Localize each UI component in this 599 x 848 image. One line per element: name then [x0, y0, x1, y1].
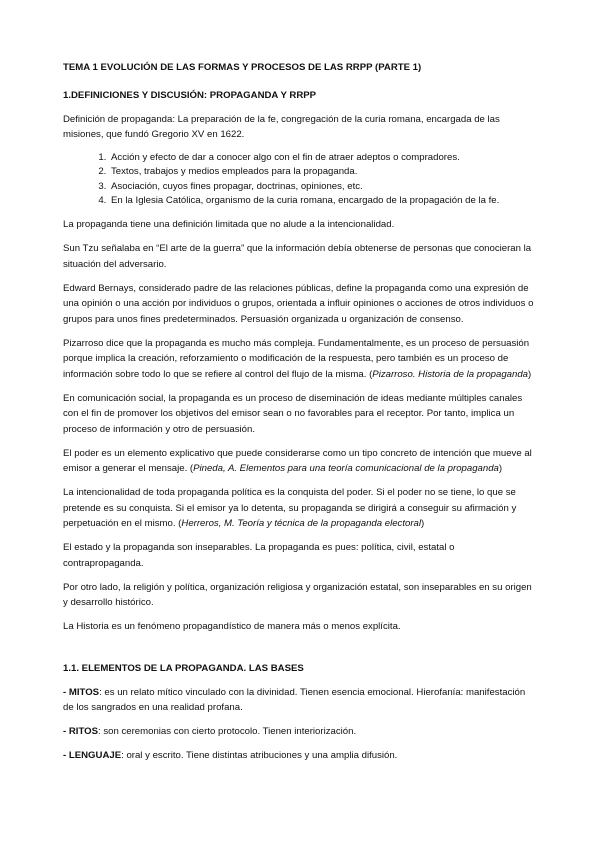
definition-paragraph: Definición de propaganda: La preparación de la fe, congregación de la curia romana, encargada de las misiones, que fundó Gregorio XV en 1622. — [63, 113, 500, 140]
paragraph: Sun Tzu señalaba en “El arte de la guerra” que la información debía obtenerse de personas que conocieran la situación del adversario. — [63, 243, 532, 270]
citation: Pineda, A. Elementos para una teoría comunicacional de la propaganda — [193, 463, 499, 474]
paragraph-text: La intencionalidad de toda propaganda política es la conquista del poder. Si el poder no se tiene, lo que se pretende es su conquista. Si el emisor ya lo detenta, su propaganda se dirigirá a conseguir su afirmación y perpetuación en el mismo. ( — [63, 487, 517, 529]
section-heading-1: 1.DEFINICIONES Y DISCUSIÓN: PROPAGANDA Y RRPP — [63, 89, 317, 101]
paragraph: Edward Bernays, considerado padre de las relaciones públicas, define la propaganda como una expresión de una opinión o una acción por individuos o grupos, orientada a influir opiniones o acciones de otros individuos o grupos para unos fines predeterminados. Persuasión organizada u organización de consenso. — [63, 282, 534, 325]
paragraph: La Historia es un fenómeno propagandístico de manera más o menos explícita. — [63, 621, 401, 632]
section-heading-2: 1.1. ELEMENTOS DE LA PROPAGANDA. LAS BASES — [63, 662, 304, 674]
document-page — [63, 60, 537, 764]
paragraph: Por otro lado, la religión y política, organización religiosa y organización estatal, son inseparables en su origen y desarrollo histórico. — [63, 581, 532, 608]
paragraph-text: ) — [528, 368, 532, 380]
bullet-label: - RITOS — [63, 726, 99, 737]
list-item: 3. Asociación, cuyos fines propagar, doctrinas, opiniones, etc. — [109, 180, 537, 195]
citation: Herreros, M. Teoría y técnica de la propaganda electoral — [181, 518, 422, 529]
list-item: 1. Acción y efecto de dar a conocer algo con el fin de atraer adeptos o compradores. — [109, 151, 537, 166]
paragraph-text: ) — [498, 463, 503, 474]
list-item: 4. En la Iglesia Católica, organismo de la curia romana, encargado de la propagación de la fe. — [109, 194, 537, 209]
bullet-mitos — [63, 685, 537, 716]
document-title: TEMA 1 EVOLUCIÓN DE LAS FORMAS Y PROCESOS DE LAS RRPP (PARTE 1) — [63, 62, 422, 73]
bullet-text: : son ceremonias con cierto protocolo. Tienen interiorización. — [98, 726, 357, 737]
bullet-label: - LENGUAJE — [63, 750, 122, 761]
paragraph: En comunicación social, la propaganda es un proceso de diseminación de ideas mediante múltiples canales con el fin de promover los objetivos del emisor sean o no favorables para el receptor. Por tanto, implica un proceso de información y otro de persuasión. — [63, 392, 523, 435]
paragraph: La propaganda tiene una definición limitada que no alude a la intencionalidad. — [63, 219, 395, 230]
bullet-text: : oral y escrito. Tiene distintas atribuciones y una amplia difusión. — [121, 750, 398, 761]
paragraph — [63, 485, 537, 532]
bullet-ritos — [63, 724, 537, 740]
bullet-lenguaje — [63, 748, 537, 764]
paragraph-text: ) — [421, 518, 425, 529]
paragraph: El estado y la propaganda son inseparables. La propaganda es pues: política, civil, estatal o contrapropaganda. — [63, 542, 455, 569]
definition-list — [63, 151, 537, 209]
bullet-label: - MITOS — [63, 686, 100, 698]
citation: Pizarroso. Historia de la propaganda — [372, 368, 529, 380]
bullet-text: : es un relato mítico vinculado con la divinidad. Tienen esencia emocional. Hierofanía: manifestación de los sangrados en una realidad profana. — [63, 686, 526, 713]
paragraph — [63, 336, 537, 383]
paragraph-text: El poder es un elemento explicativo que puede considerarse como un tipo concreto de intención que mueve al emisor a generar el mensaje. ( — [63, 447, 532, 474]
paragraph-text: Pizarroso dice que la propaganda es mucho más compleja. Fundamentalmente, es un proceso de persuasión porque implica la creación, reforzamiento o modificación de la respuesta, pero también es un proceso de información sobre todo lo que se refiere al control del flujo de la misma. ( — [63, 337, 530, 380]
list-item: 2. Textos, trabajos y medios empleados para la propaganda. — [109, 165, 537, 180]
paragraph — [63, 446, 537, 477]
